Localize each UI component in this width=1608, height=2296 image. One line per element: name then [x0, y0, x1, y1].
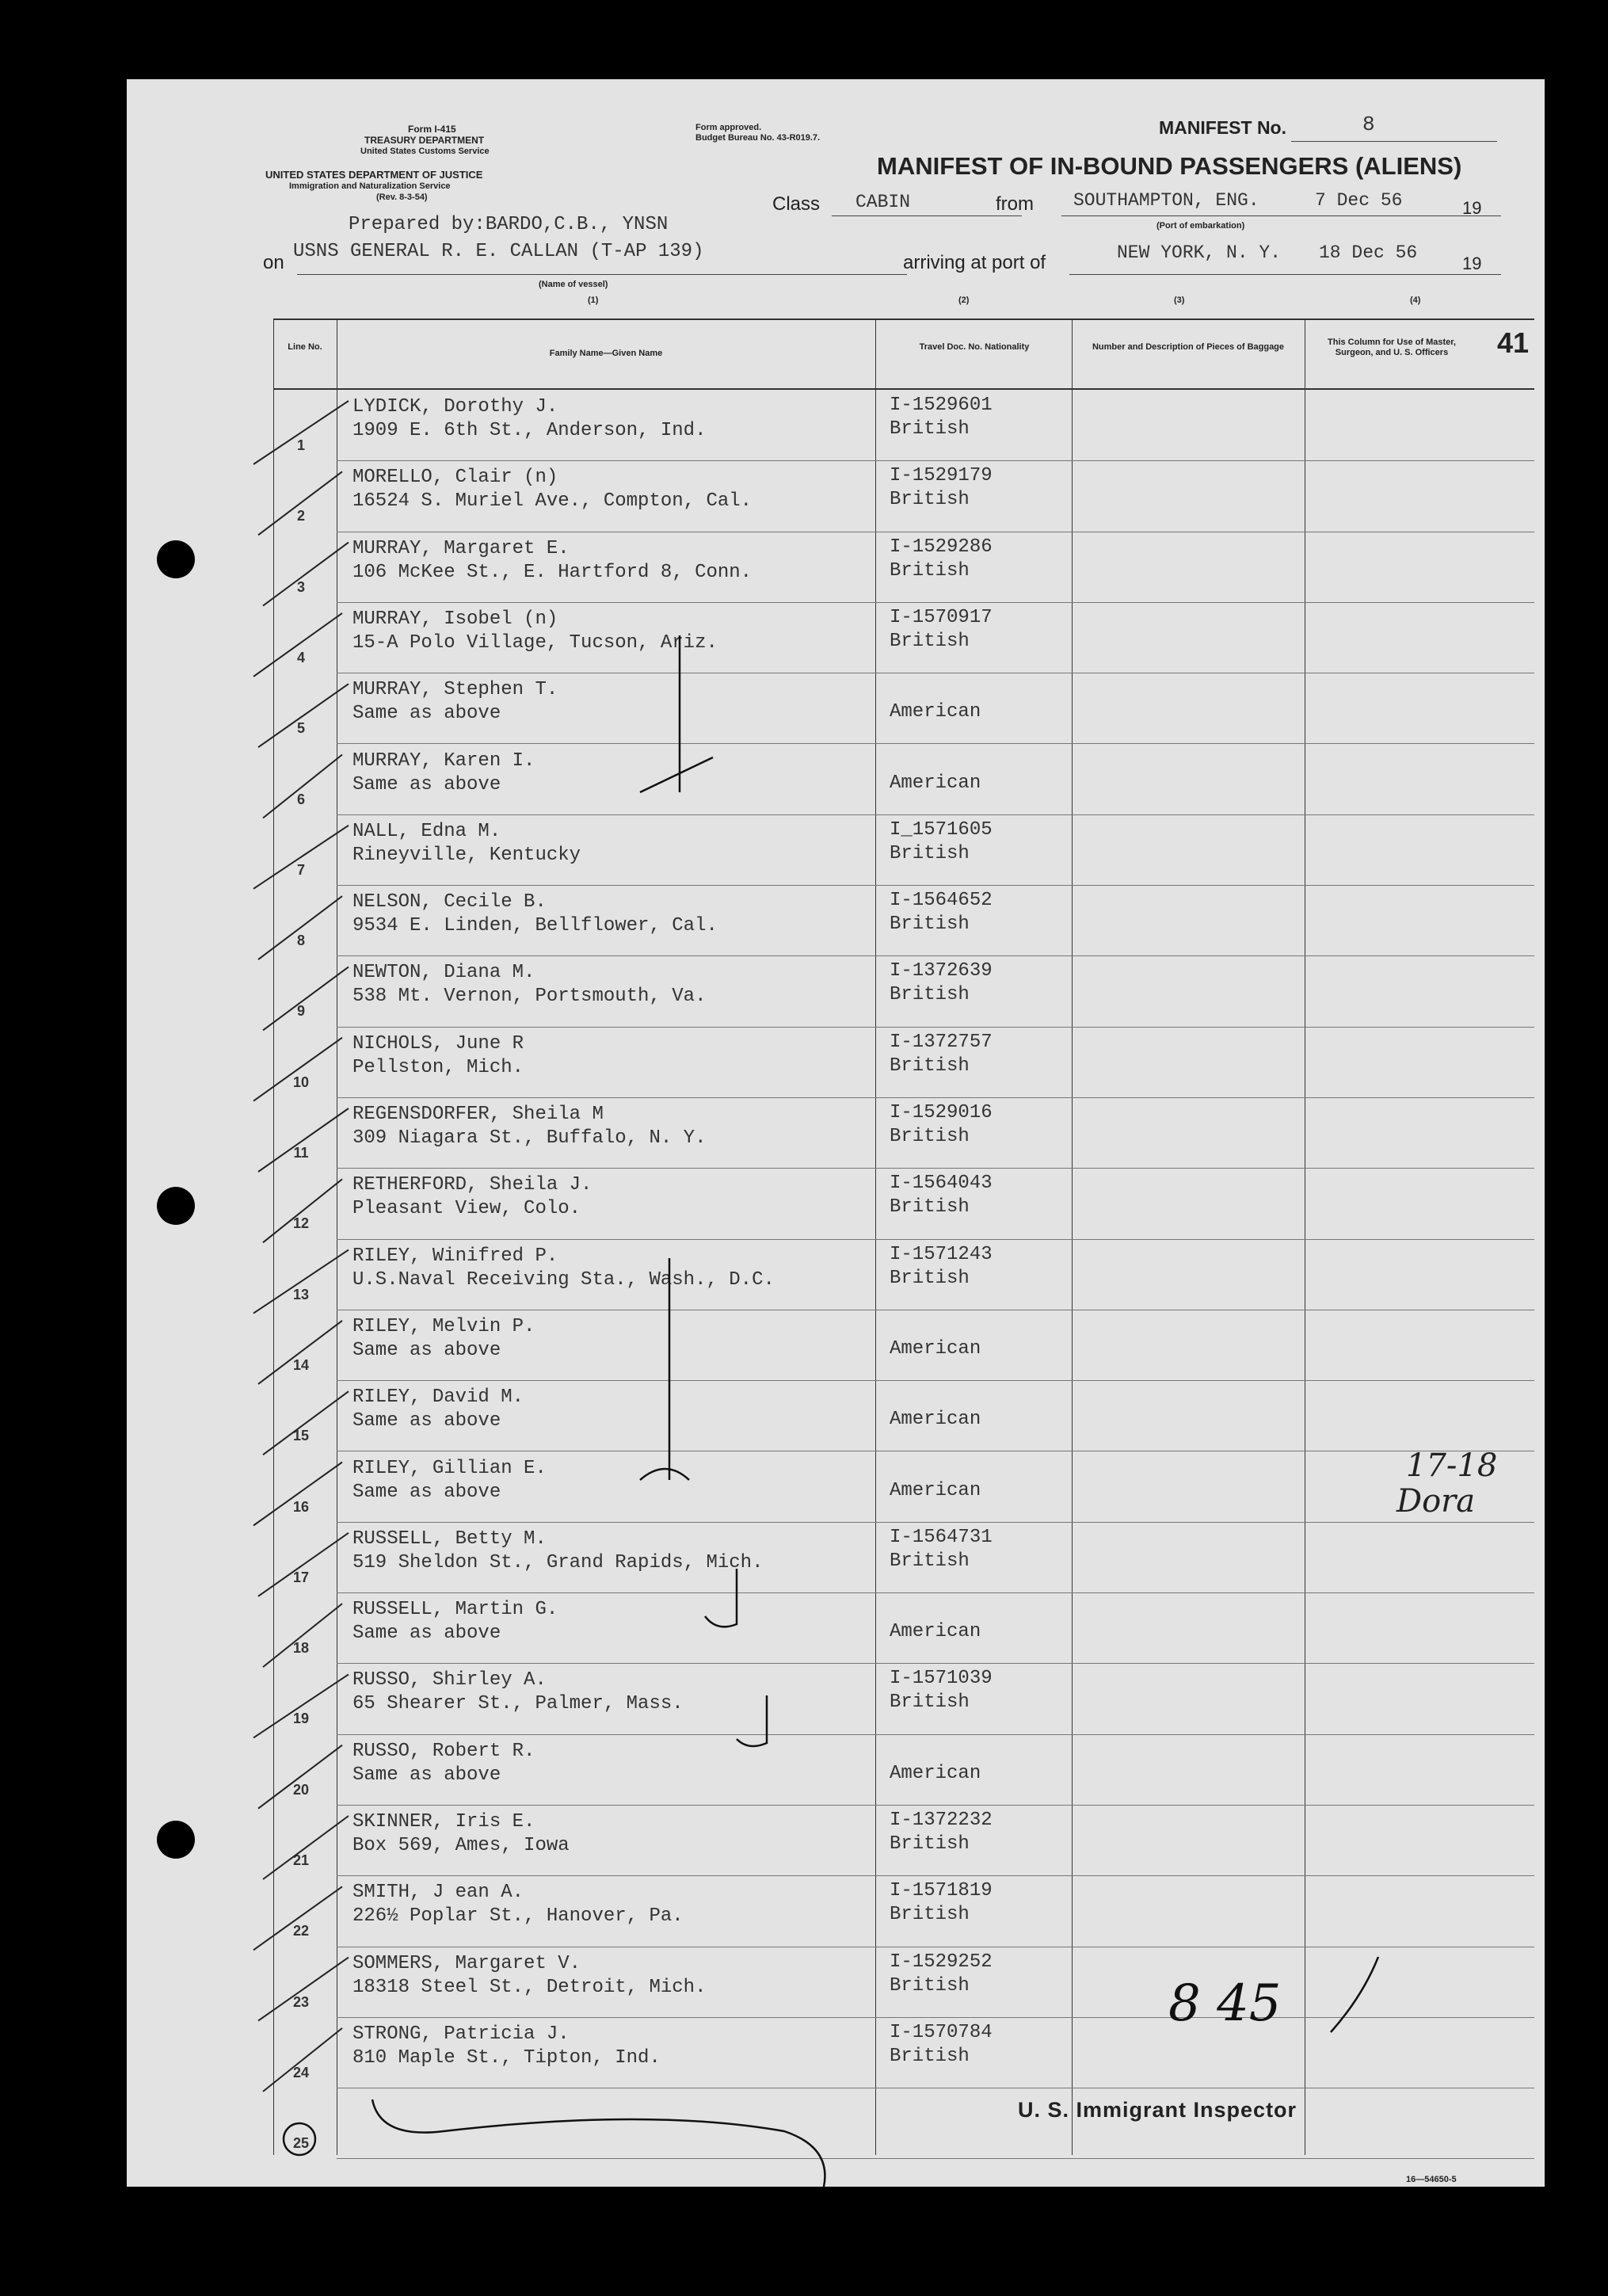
col2-number: (2): [958, 296, 970, 305]
nationality: British: [890, 559, 970, 582]
passenger-address: Same as above: [352, 1623, 501, 1645]
family-name-header: Family Name—Given Name: [549, 349, 663, 358]
nationality: American: [890, 701, 981, 723]
print-code: 16—54650-5: [1406, 2175, 1457, 2184]
passenger-address: 538 Mt. Vernon, Portsmouth, Va.: [352, 986, 707, 1008]
passenger-address: Same as above: [352, 1339, 501, 1361]
line-number: 8: [296, 933, 305, 949]
passenger-table: [273, 318, 1534, 2155]
nationality: British: [890, 1833, 970, 1855]
arrival-date: 18 Dec 56: [1319, 242, 1418, 263]
passenger-address: 16524 S. Muriel Ave., Compton, Cal.: [352, 490, 753, 513]
line-no-header: Line No.: [288, 342, 322, 352]
nationality: British: [890, 984, 970, 1006]
passenger-address: 15-A Polo Village, Tucson, Ariz.: [352, 631, 718, 654]
form-approved: Form approved.: [695, 123, 762, 132]
table-row: [273, 885, 1534, 955]
nationality: American: [890, 1409, 981, 1431]
table-row: [273, 460, 1534, 531]
passenger-name: MURRAY, Isobel (n): [352, 608, 558, 630]
from-label: from: [996, 193, 1034, 215]
travel-doc-header: Travel Doc. No. Nationality: [919, 342, 1030, 352]
passenger-address: Pleasant View, Colo.: [352, 1198, 581, 1220]
justice-line: UNITED STATES DEPARTMENT OF JUSTICE: [265, 169, 483, 181]
passenger-name: RUSSO, Shirley A.: [352, 1669, 547, 1691]
passenger-address: 106 McKee St., E. Hartford 8, Conn.: [352, 561, 753, 583]
budget-bureau: Budget Bureau No. 43-R019.7.: [695, 133, 821, 143]
table-row: [273, 532, 1534, 602]
passenger-name: NICHOLS, June R: [352, 1032, 524, 1055]
travel-doc-number: I-1564043: [890, 1173, 993, 1195]
line-number: 20: [292, 1781, 310, 1798]
line-number: 21: [292, 1852, 310, 1868]
passenger-name: RILEY, Melvin P.: [352, 1315, 535, 1337]
embarkation-port: SOUTHAMPTON, ENG.: [1073, 190, 1259, 211]
nationality: British: [890, 489, 970, 511]
line-number: 17: [292, 1569, 310, 1585]
table-row: [273, 673, 1534, 743]
class-label: Class: [772, 193, 821, 215]
travel-doc-number: I-1529286: [890, 536, 993, 558]
travel-doc-number: I-1564652: [890, 890, 993, 912]
manifest-title: MANIFEST OF IN-BOUND PASSENGERS (ALIENS): [877, 152, 1462, 180]
sheet-number: 41: [1497, 326, 1530, 359]
passenger-name: NALL, Edna M.: [352, 820, 501, 842]
revision-line: (Rev. 8-3-54): [376, 193, 428, 202]
nationality: British: [890, 1550, 970, 1572]
line-number: 10: [292, 1074, 310, 1090]
table-row: [273, 1805, 1534, 1875]
port-caption: (Port of embarkation): [1156, 221, 1245, 231]
officers-header: This Column for Use of Master, Surgeon, and U. S. Officers: [1328, 338, 1456, 357]
handwritten-note-date: 17-18: [1406, 1447, 1498, 1484]
col4-number: (4): [1410, 296, 1421, 305]
table-row: [273, 1027, 1534, 1097]
passenger-name: NEWTON, Diana M.: [352, 962, 535, 984]
passenger-address: Same as above: [352, 773, 501, 795]
binder-hole: [157, 1821, 195, 1859]
col3-number: (3): [1174, 296, 1185, 305]
nationality: American: [890, 1762, 981, 1784]
nationality: British: [890, 1267, 970, 1289]
arrival-year-prefix: 19: [1462, 254, 1482, 273]
arriving-label: arriving at port of: [903, 252, 1046, 273]
vessel-caption: (Name of vessel): [539, 280, 608, 289]
passenger-address: 810 Maple St., Tipton, Ind.: [352, 2046, 661, 2069]
nationality: American: [890, 1337, 981, 1360]
passenger-address: 226½ Poplar St., Hanover, Pa.: [352, 1905, 684, 1928]
line-number: 14: [292, 1356, 310, 1373]
passenger-address: Same as above: [352, 1481, 501, 1503]
nationality: British: [890, 418, 970, 440]
arrival-port: NEW YORK, N. Y.: [1117, 242, 1282, 263]
passenger-address: 1909 E. 6th St., Anderson, Ind.: [352, 420, 707, 441]
table-row: [273, 2017, 1534, 2088]
line-number: 4: [296, 649, 305, 666]
passenger-name: SOMMERS, Margaret V.: [352, 1952, 581, 1974]
passenger-address: U.S.Naval Receiving Sta., Wash., D.C.: [352, 1268, 775, 1291]
nationality: British: [890, 1126, 970, 1147]
line-number: 24: [292, 2064, 310, 2081]
manifest-no-label: MANIFEST No.: [1159, 117, 1286, 138]
table-row: [273, 744, 1534, 814]
binder-hole: [157, 1187, 195, 1225]
passenger-address: Same as above: [352, 703, 501, 725]
line-number: 13: [292, 1286, 310, 1302]
line-number: 6: [296, 791, 305, 807]
nationality: British: [890, 1055, 970, 1077]
nationality: American: [890, 772, 981, 794]
embarkation-date: 7 Dec 56: [1315, 190, 1403, 211]
passenger-name: NELSON, Cecile B.: [352, 891, 547, 913]
line-number: 16: [292, 1498, 310, 1515]
table-row: [273, 1380, 1534, 1451]
passenger-address: Same as above: [352, 1764, 501, 1786]
col1-number: (1): [588, 296, 599, 305]
table-row: [273, 1592, 1534, 1663]
table-row: [273, 390, 1534, 460]
passenger-address: Same as above: [352, 1410, 501, 1432]
passenger-address: 18318 Steel St., Detroit, Mich.: [352, 1976, 707, 1998]
passenger-address: Pellston, Mich.: [352, 1056, 524, 1078]
nationality: British: [890, 630, 970, 652]
travel-doc-number: I-1529179: [890, 465, 993, 487]
handwritten-tally: 8 45: [1168, 1974, 1282, 2033]
table-row: [273, 1097, 1534, 1168]
line-number: 1: [296, 437, 305, 453]
line-number: 19: [292, 1711, 310, 1727]
line-number: 9: [296, 1003, 305, 1020]
passenger-name: RUSSO, Robert R.: [352, 1740, 535, 1762]
line-number: 12: [292, 1215, 310, 1232]
passenger-name: RILEY, Winifred P.: [352, 1245, 558, 1267]
passenger-name: MURRAY, Karen I.: [352, 749, 535, 772]
line-number: 23: [292, 1993, 310, 2010]
passenger-name: STRONG, Patricia J.: [352, 2023, 570, 2045]
nationality: British: [890, 913, 970, 936]
line-number: 18: [292, 1640, 310, 1657]
passenger-name: SMITH, J ean A.: [352, 1882, 524, 1904]
line-number: 11: [293, 1145, 309, 1161]
travel-doc-number: I_1571605: [890, 818, 993, 841]
nationality: American: [890, 1479, 981, 1501]
passenger-name: RUSSELL, Martin G.: [352, 1599, 558, 1621]
travel-doc-number: I-1529016: [890, 1102, 993, 1123]
travel-doc-number: I-1529601: [890, 395, 993, 416]
passenger-address: 519 Sheldon St., Grand Rapids, Mich.: [352, 1551, 764, 1573]
travel-doc-number: I-1571243: [890, 1243, 993, 1265]
class-value: CABIN: [855, 192, 911, 212]
table-row: [273, 1522, 1534, 1592]
passenger-name: RILEY, Gillian E.: [352, 1457, 547, 1479]
treasury-line: TREASURY DEPARTMENT: [364, 135, 485, 146]
inspector-label: U. S. Immigrant Inspector: [1018, 2098, 1297, 2122]
passenger-address: Rineyville, Kentucky: [352, 844, 581, 866]
passenger-name: MURRAY, Margaret E.: [352, 537, 570, 559]
ins-line: Immigration and Naturalization Service: [289, 181, 451, 191]
travel-doc-number: I-1571819: [890, 1880, 993, 1902]
passenger-address: 9534 E. Linden, Bellflower, Cal.: [352, 915, 718, 937]
table-row: [273, 1310, 1534, 1380]
line-number: 2: [296, 508, 305, 524]
table-row: [273, 955, 1534, 1026]
travel-doc-number: I-1570917: [890, 606, 993, 628]
table-row: [273, 2088, 1534, 2158]
travel-doc-number: I-1372232: [890, 1810, 993, 1831]
passenger-name: MORELLO, Clair (n): [352, 467, 558, 489]
nationality: British: [890, 1196, 970, 1219]
customs-line: United States Customs Service: [360, 147, 490, 156]
line-number: 7: [296, 861, 305, 878]
table-row: [273, 1663, 1534, 1733]
vessel-name: USNS GENERAL R. E. CALLAN (T-AP 139): [293, 241, 704, 262]
nationality: British: [890, 1691, 970, 1714]
passenger-address: 65 Shearer St., Palmer, Mass.: [352, 1693, 684, 1715]
passenger-name: RILEY, David M.: [352, 1386, 524, 1409]
prepared-by: Prepared by:BARDO,C.B., YNSN: [349, 214, 669, 235]
travel-doc-number: I-1372757: [890, 1031, 993, 1053]
nationality: British: [890, 1904, 970, 1926]
line-number: 3: [296, 578, 305, 595]
passenger-name: RUSSELL, Betty M.: [352, 1527, 547, 1550]
binder-hole: [157, 540, 195, 578]
on-label: on: [263, 252, 284, 273]
handwritten-note-initials: Dora: [1397, 1483, 1476, 1520]
passenger-name: LYDICK, Dorothy J.: [352, 396, 558, 418]
baggage-header: Number and Description of Pieces of Baggage: [1092, 342, 1285, 352]
table-row: [273, 1451, 1534, 1522]
table-row: [273, 602, 1534, 673]
nationality: American: [890, 1621, 981, 1643]
nationality: British: [890, 842, 970, 864]
passenger-name: RETHERFORD, Sheila J.: [352, 1174, 593, 1196]
travel-doc-number: I-1529252: [890, 1951, 993, 1973]
line-number: 5: [296, 720, 305, 737]
passenger-address: 309 Niagara St., Buffalo, N. Y.: [352, 1127, 707, 1149]
table-row: [273, 1875, 1534, 1946]
line-number: 15: [292, 1428, 310, 1444]
nationality: British: [890, 1974, 970, 1997]
manifest-no-value: 8: [1362, 113, 1375, 136]
table-row: [273, 1734, 1534, 1805]
passenger-name: SKINNER, Iris E.: [352, 1811, 535, 1833]
year-prefix: 19: [1462, 198, 1482, 218]
form-number: Form I-415: [408, 124, 456, 135]
passenger-address: Box 569, Ames, Iowa: [352, 1835, 570, 1856]
line-number: 25: [292, 2135, 310, 2152]
table-row: [273, 1947, 1534, 2017]
table-row: [273, 1239, 1534, 1310]
passenger-name: REGENSDORFER, Sheila M: [352, 1104, 604, 1125]
travel-doc-number: I-1564731: [890, 1526, 993, 1548]
line-number: 22: [292, 1923, 310, 1939]
travel-doc-number: I-1570784: [890, 2021, 993, 2043]
table-row: [273, 814, 1534, 885]
table-row: [273, 1168, 1534, 1238]
travel-doc-number: I-1372639: [890, 960, 993, 982]
passenger-name: MURRAY, Stephen T.: [352, 679, 558, 701]
nationality: British: [890, 2045, 970, 2067]
travel-doc-number: I-1571039: [890, 1668, 993, 1690]
